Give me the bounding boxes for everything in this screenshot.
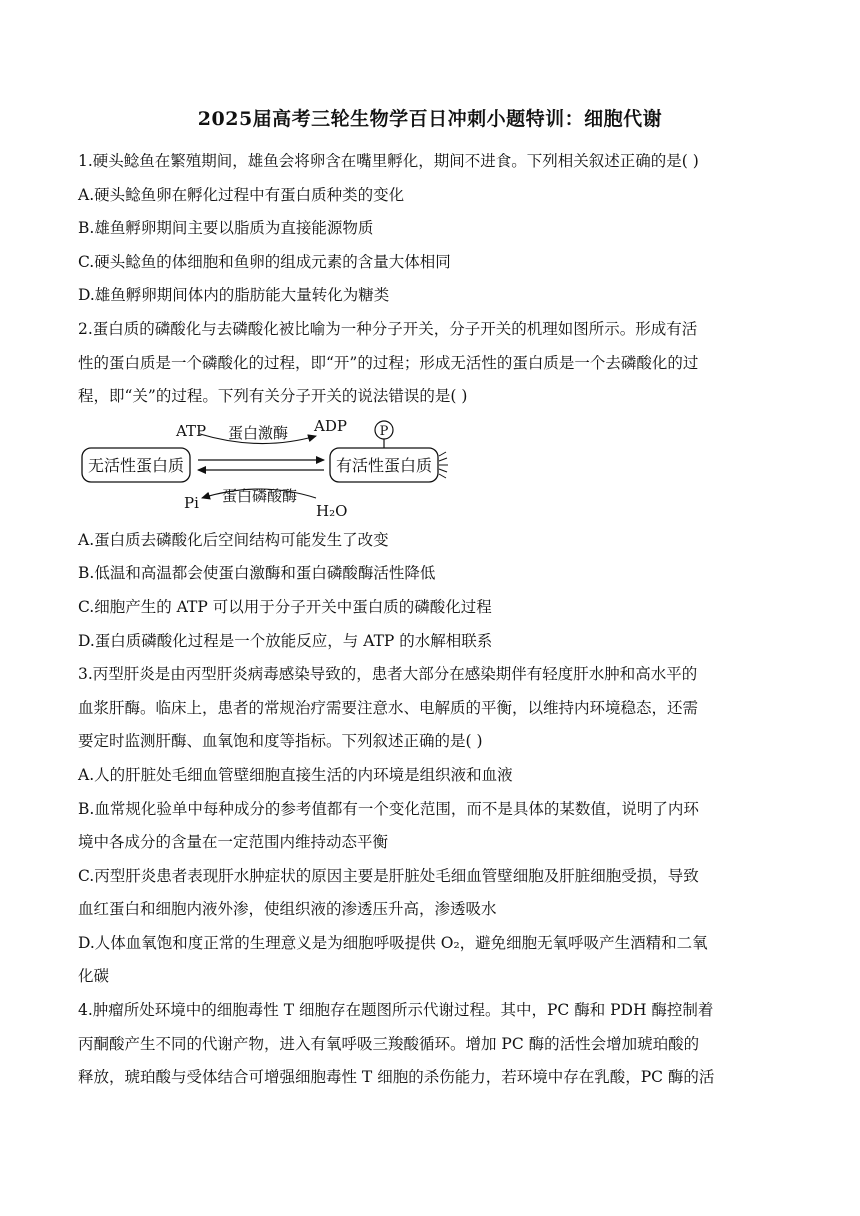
pi-label: Pi (184, 493, 199, 512)
question-2-option-c: C.细胞产生的 ATP 可以用于分子开关中蛋白质的磷酸化过程 (78, 597, 492, 616)
question-3-option-a: A.人的肝脏处毛细血管壁细胞直接生活的内环境是组织液和血液 (78, 765, 513, 784)
question-3-option-c-cont: 血红蛋白和细胞内液外渗，使组织液的渗透压升高，渗透吸水 (78, 900, 497, 919)
question-4-stem-line: 4.肿瘤所处环境中的细胞毒性 T 细胞存在题图所示代谢过程。其中，PC 酶和 PDH 酶控制着 (78, 1001, 714, 1020)
phosphate-label: P (379, 423, 389, 439)
question-2-option-a: A.蛋白质去磷酸化后空间结构可能发生了改变 (78, 530, 389, 549)
question-2-option-d: D.蛋白质磷酸化过程是一个放能反应，与 ATP 的水解相联系 (78, 631, 493, 650)
phosphatase-label: 蛋白磷酸酶 (222, 486, 298, 505)
question-3-option-b-cont: 境中各成分的含量在一定范围内维持动态平衡 (78, 833, 389, 852)
question-2-stem-line: 程，即“关”的过程。下列有关分子开关的说法错误的是( ) (78, 387, 468, 406)
question-1-option-c: C.硬头鲶鱼的体细胞和鱼卵的组成元素的含量大体相同 (78, 252, 451, 271)
question-4-stem-line: 释放，琥珀酸与受体结合可增强细胞毒性 T 细胞的杀伤能力，若环境中存在乳酸，PC 酶的活 (78, 1068, 715, 1087)
question-3-stem-line: 3.丙型肝炎是由丙型肝炎病毒感染导致的，患者大部分在感染期伴有轻度肝水肿和高水平的 (78, 665, 698, 684)
question-4-stem-line: 丙酮酸产生不同的代谢产物，进入有氧呼吸三羧酸循环。增加 PC 酶的活性会增加琥珀酸的 (78, 1034, 700, 1053)
question-2-option-b: B.低温和高温都会使蛋白激酶和蛋白磷酸酶活性降低 (78, 564, 436, 583)
question-3-option-c: C.丙型肝炎患者表现肝水肿症状的原因主要是肝脏处毛细血管壁细胞及肝脏细胞受损，导致 (78, 866, 699, 885)
adp-label: ADP (314, 417, 347, 435)
h2o-label: H₂O (316, 501, 348, 520)
page-title: 2025届高考三轮生物学百日冲刺小题特训：细胞代谢 (197, 108, 663, 130)
question-3-stem-line: 血浆肝酶。临床上，患者的常规治疗需要注意水、电解质的平衡，以维持内环境稳态，还需 (78, 698, 699, 717)
question-1-option-a: A.硬头鲶鱼卵在孵化过程中有蛋白质种类的变化 (78, 185, 405, 204)
question-list (78, 145, 790, 1095)
atp-label: ATP (176, 421, 207, 440)
question-1-stem: 1.硬头鲶鱼在繁殖期间，雄鱼会将卵含在嘴里孵化，期间不进食。下列相关叙述正确的是( ) (78, 152, 699, 170)
question-3-stem-line: 要定时监测肝酶、血氧饱和度等指标。下列叙述正确的是( ) (78, 732, 483, 751)
question-1-option-b: B.雄鱼孵卵期间主要以脂质为直接能源物质 (78, 219, 374, 238)
question-3-option-d-cont: 化碳 (78, 967, 110, 986)
question-2-stem-line: 2.蛋白质的磷酸化与去磷酸化被比喻为一种分子开关，分子开关的机理如图所示。形成有活 (78, 319, 698, 338)
molecular-switch-diagram (78, 418, 790, 522)
question-3-option-d: D.人体血氧饱和度正常的生理意义是为细胞呼吸提供 O₂，避免细胞无氧呼吸产生酒精和二氧 (78, 933, 708, 952)
question-2-stem-line: 性的蛋白质是一个磷酸化的过程，即“开”的过程；形成无活性的蛋白质是一个去磷酸化的过 (78, 353, 699, 372)
kinase-label: 蛋白激酶 (228, 423, 289, 442)
inactive-protein-label: 无活性蛋白质 (87, 455, 185, 475)
diagram-svg (80, 418, 460, 522)
question-3-option-b: B.血常规化验单中每种成分的参考值都有一个变化范围，而不是具体的某数值，说明了内环 (78, 799, 699, 818)
question-1-option-d: D.雄鱼孵卵期间体内的脂肪能大量转化为糖类 (78, 286, 390, 305)
active-protein-label: 有活性蛋白质 (335, 455, 433, 475)
active-site-marks (439, 452, 448, 478)
